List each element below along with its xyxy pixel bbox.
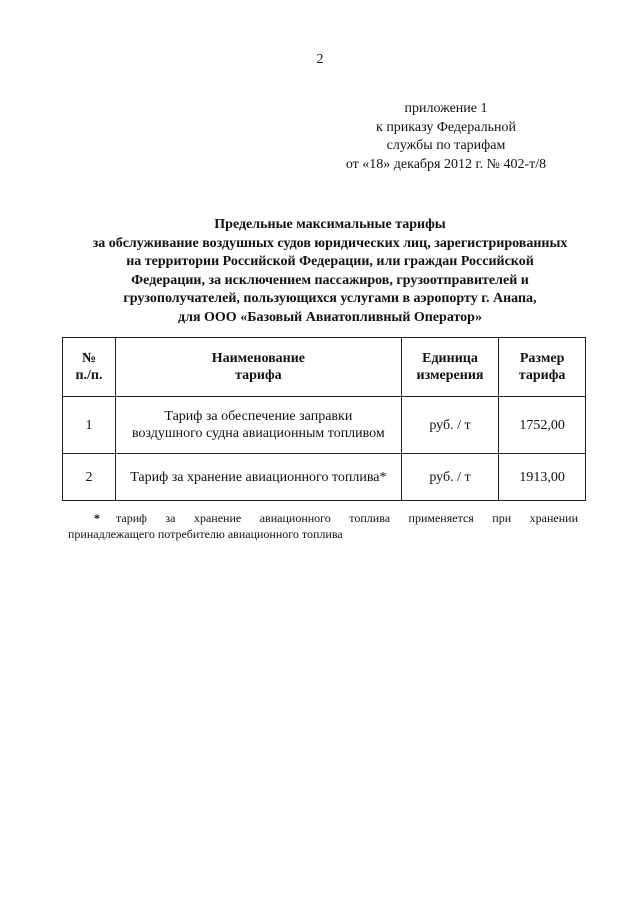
header-size-line-1: Размер: [519, 351, 565, 366]
row-number: 2: [63, 454, 116, 501]
appendix-reference: [330, 100, 562, 174]
row-size: 1913,00: [499, 454, 586, 501]
row-name-line-2: воздушного судна авиационным топливом: [131, 426, 385, 441]
row-size: 1752,00: [499, 397, 586, 454]
row-unit: руб. / т: [401, 397, 498, 454]
header-name-line-2: тарифа: [235, 368, 282, 383]
header-size: [499, 338, 586, 397]
title-line-2: за обслуживание воздушных судов юридических лиц, зарегистрированных: [92, 235, 568, 251]
header-unit: [401, 338, 498, 397]
title-line-4: Федерации, за исключением пассажиров, грузоотправителей и: [131, 272, 529, 288]
header-name-line-1: Наименование: [211, 351, 306, 366]
appendix-line-4: от «18» декабря 2012 г. № 402-т/8: [345, 156, 547, 172]
title-line-3: на территории Российской Федерации, или граждан Российской: [126, 254, 534, 270]
footnote-line-1: [68, 510, 578, 526]
title-line-1: Предельные максимальные тарифы: [214, 217, 446, 232]
row-name-line-1: Тариф за обеспечение заправки: [164, 409, 353, 424]
table-row: [63, 454, 586, 501]
row-unit: руб. / т: [401, 454, 498, 501]
appendix-line-3: службы по тарифам: [386, 138, 506, 153]
appendix-line-2: к приказу Федеральной: [376, 119, 516, 135]
tariffs-table: [62, 337, 586, 501]
header-number-line-2: п./п.: [75, 368, 103, 383]
table-row: [63, 397, 586, 454]
page-number: 2: [316, 52, 324, 67]
table-header-row: [63, 338, 586, 397]
header-name: [115, 338, 401, 397]
row-name: [115, 397, 401, 454]
header-number-line-1: №: [81, 351, 97, 366]
row-name: [115, 454, 401, 501]
header-number: [63, 338, 116, 397]
footnote-mark: *: [94, 511, 100, 525]
appendix-line-1: приложение 1: [404, 101, 488, 116]
footnote-text-2: принадлежащего потребителю авиационного топлива: [68, 527, 343, 541]
header-unit-line-2: измерения: [416, 368, 484, 383]
row-name-line-1: Тариф за хранение авиационного топлива*: [130, 469, 387, 485]
title-line-6: для ООО «Базовый Авиатопливный Оператор»: [178, 309, 482, 325]
document-title: [56, 216, 604, 328]
footnote-text-1: тариф за хранение авиационного топлива применяется при хранении: [116, 511, 578, 525]
row-number: 1: [63, 397, 116, 454]
header-unit-line-1: Единица: [422, 351, 478, 366]
title-line-5: грузополучателей, пользующихся услугами в аэропорту г. Анапа,: [123, 291, 537, 307]
header-size-line-2: тарифа: [518, 368, 566, 383]
